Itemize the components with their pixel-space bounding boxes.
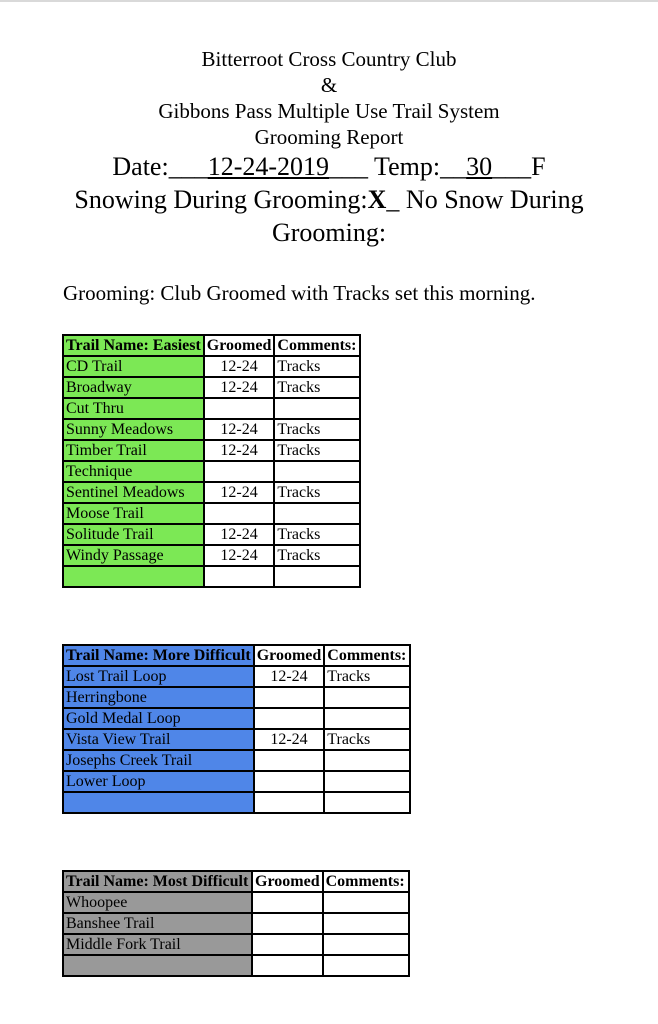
table-row bbox=[63, 482, 360, 503]
groomed-cell bbox=[204, 461, 275, 482]
snowing-mark: X bbox=[367, 185, 387, 214]
groomed-cell: 12-24 bbox=[204, 377, 275, 398]
table-row bbox=[63, 792, 410, 813]
groomed-cell: 12-24 bbox=[204, 524, 275, 545]
comments-cell bbox=[324, 792, 410, 813]
table-row bbox=[63, 892, 409, 913]
trail-name-cell: Gold Medal Loop bbox=[63, 708, 254, 729]
trail-name-header-cell: Trail Name: Most Difficult bbox=[63, 871, 252, 892]
trail-name-cell: Solitude Trail bbox=[63, 524, 204, 545]
table-row bbox=[63, 419, 360, 440]
report-header bbox=[0, 2, 658, 249]
comments-cell: Tracks bbox=[274, 545, 360, 566]
trail-name-cell: Moose Trail bbox=[63, 503, 204, 524]
groomed-cell: 12-24 bbox=[204, 419, 275, 440]
groomed-cell bbox=[204, 503, 275, 524]
groomed-cell: 12-24 bbox=[204, 545, 275, 566]
trail-name-cell bbox=[63, 955, 252, 976]
trail-name-cell: Middle Fork Trail bbox=[63, 934, 252, 955]
groomed-cell: 12-24 bbox=[254, 666, 325, 687]
no-snow-label: No Snow During Grooming: bbox=[271, 185, 584, 247]
snowing-line bbox=[49, 183, 609, 249]
comments-cell: Tracks bbox=[274, 440, 360, 461]
comments-cell bbox=[324, 750, 410, 771]
date-temp-line bbox=[0, 150, 658, 183]
comments-cell: Tracks bbox=[274, 524, 360, 545]
comments-header-cell: Comments: bbox=[324, 645, 410, 666]
comments-cell: Tracks bbox=[274, 419, 360, 440]
trail-name-cell: Josephs Creek Trail bbox=[63, 750, 254, 771]
comments-cell bbox=[274, 503, 360, 524]
trail-name-cell: CD Trail bbox=[63, 356, 204, 377]
club-name: Bitterroot Cross Country Club bbox=[201, 47, 457, 71]
table-row bbox=[63, 566, 360, 587]
trail-name-cell: Whoopee bbox=[63, 892, 252, 913]
date-underscores-post: ___ bbox=[329, 152, 369, 181]
table-header-row bbox=[63, 335, 360, 356]
table-row bbox=[63, 545, 360, 566]
trail-name-header-cell: Trail Name: More Difficult bbox=[63, 645, 254, 666]
comments-cell: Tracks bbox=[274, 482, 360, 503]
groomed-cell bbox=[254, 687, 325, 708]
temp-label: Temp: bbox=[368, 152, 441, 181]
table-row bbox=[63, 687, 410, 708]
trail-name-cell: Herringbone bbox=[63, 687, 254, 708]
groomed-cell: 12-24 bbox=[204, 440, 275, 461]
trail-name-cell bbox=[63, 566, 204, 587]
comments-cell bbox=[323, 955, 409, 976]
comments-cell bbox=[324, 687, 410, 708]
groomed-cell bbox=[252, 955, 323, 976]
most-difficult-trails-table bbox=[62, 870, 410, 977]
comments-cell bbox=[323, 913, 409, 934]
trail-name-cell: Timber Trail bbox=[63, 440, 204, 461]
table-row bbox=[63, 503, 360, 524]
groomed-header-cell: Groomed bbox=[252, 871, 323, 892]
table-row bbox=[63, 461, 360, 482]
comments-cell: Tracks bbox=[324, 666, 410, 687]
table-row bbox=[63, 934, 409, 955]
groomed-cell: 12-24 bbox=[204, 482, 275, 503]
easiest-trails-table bbox=[62, 334, 361, 588]
trail-name-cell: Sentinel Meadows bbox=[63, 482, 204, 503]
report-title: Grooming Report bbox=[254, 125, 404, 149]
comments-cell bbox=[324, 771, 410, 792]
temp-underscores-post: ___ bbox=[492, 152, 532, 181]
comments-cell bbox=[323, 934, 409, 955]
trail-name-cell: Broadway bbox=[63, 377, 204, 398]
table-row bbox=[63, 913, 409, 934]
trail-name-cell: Vista View Trail bbox=[63, 729, 254, 750]
groomed-cell bbox=[252, 934, 323, 955]
table-row bbox=[63, 377, 360, 398]
comments-cell: Tracks bbox=[324, 729, 410, 750]
groomed-cell bbox=[254, 750, 325, 771]
table-row bbox=[63, 708, 410, 729]
table-row bbox=[63, 356, 360, 377]
trail-name-cell bbox=[63, 792, 254, 813]
trail-name-header-cell: Trail Name: Easiest bbox=[63, 335, 204, 356]
table-header-row bbox=[63, 645, 410, 666]
comments-cell: Tracks bbox=[274, 356, 360, 377]
ampersand: & bbox=[320, 73, 338, 97]
groomed-cell bbox=[252, 913, 323, 934]
date-value: 12-24-2019 bbox=[207, 152, 330, 181]
comments-header-cell: Comments: bbox=[274, 335, 360, 356]
comments-cell bbox=[274, 566, 360, 587]
grooming-note: Grooming: Club Groomed with Tracks set this morning. bbox=[63, 281, 536, 305]
comments-cell bbox=[274, 461, 360, 482]
trail-name-cell: Banshee Trail bbox=[63, 913, 252, 934]
trail-name-cell: Lost Trail Loop bbox=[63, 666, 254, 687]
more-difficult-trails-table bbox=[62, 644, 411, 814]
comments-header-cell: Comments: bbox=[323, 871, 409, 892]
trail-name-cell: Sunny Meadows bbox=[63, 419, 204, 440]
table-row bbox=[63, 524, 360, 545]
groomed-header-cell: Groomed bbox=[254, 645, 325, 666]
table-row bbox=[63, 398, 360, 419]
groomed-cell bbox=[254, 792, 325, 813]
groomed-cell bbox=[252, 892, 323, 913]
comments-cell bbox=[274, 398, 360, 419]
comments-cell bbox=[323, 892, 409, 913]
trail-name-cell: Windy Passage bbox=[63, 545, 204, 566]
temp-value: 30 bbox=[466, 152, 493, 181]
temp-underscores-pre: __ bbox=[440, 152, 467, 181]
snowing-underscore: _ bbox=[386, 185, 400, 214]
groomed-cell bbox=[254, 771, 325, 792]
table-row bbox=[63, 729, 410, 750]
table-header-row bbox=[63, 871, 409, 892]
table-row bbox=[63, 666, 410, 687]
groomed-cell: 12-24 bbox=[204, 356, 275, 377]
groomed-cell bbox=[204, 398, 275, 419]
groomed-header-cell: Groomed bbox=[204, 335, 275, 356]
date-underscores-pre: ___ bbox=[168, 152, 208, 181]
trail-system-name: Gibbons Pass Multiple Use Trail System bbox=[158, 99, 500, 123]
comments-cell bbox=[324, 708, 410, 729]
table-row bbox=[63, 440, 360, 461]
table-row bbox=[63, 955, 409, 976]
comments-cell: Tracks bbox=[274, 377, 360, 398]
table-row bbox=[63, 771, 410, 792]
groomed-cell bbox=[254, 708, 325, 729]
trail-name-cell: Cut Thru bbox=[63, 398, 204, 419]
date-label: Date: bbox=[112, 152, 169, 181]
temp-unit: F bbox=[531, 152, 546, 181]
snowing-label: Snowing During Grooming: bbox=[74, 185, 368, 214]
groomed-cell: 12-24 bbox=[254, 729, 325, 750]
groomed-cell bbox=[204, 566, 275, 587]
trail-name-cell: Lower Loop bbox=[63, 771, 254, 792]
table-row bbox=[63, 750, 410, 771]
trail-name-cell: Technique bbox=[63, 461, 204, 482]
